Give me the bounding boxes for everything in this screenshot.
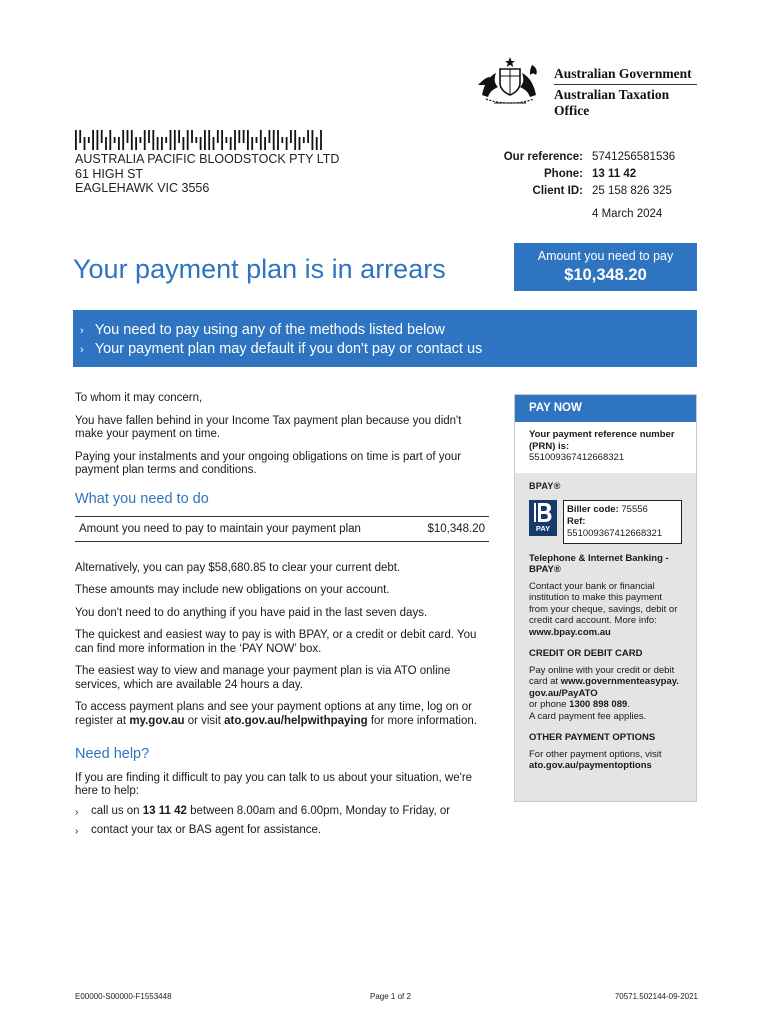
barcode-bar	[165, 137, 167, 143]
amount-due-value: $10,348.20	[564, 266, 647, 284]
access-text-or: or visit	[184, 714, 225, 727]
card-heading: CREDIT OR DEBIT CARD	[529, 648, 643, 659]
tib-more-label: More info:	[614, 615, 657, 626]
barcode-bar	[286, 137, 288, 150]
bpay-logo-text: PAY	[535, 524, 551, 533]
barcode-bar	[88, 137, 90, 143]
banner-item	[80, 340, 697, 359]
address-street: 61 HIGH ST	[75, 166, 144, 181]
coat-of-arms-icon	[474, 55, 544, 107]
card-phone-text: or phone	[529, 699, 570, 710]
prn-label: Your payment reference number (PRN) is:	[529, 429, 675, 452]
paragraph-difficult: If you are finding it difficult to pay you can talk to us about your situation, we're here to help:	[75, 771, 473, 797]
barcode-bar	[204, 130, 206, 150]
barcode-bar	[79, 130, 81, 143]
barcode-bar	[118, 137, 120, 150]
barcode-bar	[140, 137, 142, 143]
barcode-bar	[114, 137, 116, 143]
barcode-bar	[152, 130, 154, 150]
tib-body-text: Contact your bank or financial institution to make this payment from your cheque, savings, debit or credit card account.	[529, 580, 678, 626]
barcode-bar	[191, 130, 193, 143]
list-item	[75, 824, 489, 838]
barcode-bar	[183, 137, 185, 150]
amount-table-value: $10,348.20	[427, 523, 485, 535]
barcode-bar	[281, 137, 283, 143]
barcode-bar	[226, 137, 228, 143]
biller-box	[563, 500, 682, 544]
barcode-bar	[320, 130, 322, 150]
chevron-right-icon: ›	[80, 344, 84, 356]
barcode-bar	[75, 130, 77, 150]
barcode-bar	[217, 130, 219, 143]
greeting: To whom it may concern,	[75, 392, 203, 404]
barcode-bar	[260, 130, 262, 150]
barcode-bar	[307, 130, 309, 143]
reference-block	[480, 149, 675, 223]
client-id-label: Client ID:	[532, 185, 583, 197]
banner-item-text: Your payment plan may default if you don't pay or contact us	[94, 341, 483, 357]
barcode-bar	[221, 130, 223, 150]
help-phone: 13 11 42	[142, 804, 187, 817]
paragraph-quickest-way: The quickest and easiest way to pay is with BPAY, or a credit or debit card. You can find more information in the ‘PAY NOW’ box.	[75, 629, 477, 655]
bpay-row	[529, 500, 682, 544]
barcode-bar	[294, 130, 296, 150]
barcode-bar	[135, 137, 137, 150]
help-agent-text: contact your tax or BAS agent for assistance.	[91, 824, 322, 836]
barcode-bar	[122, 130, 124, 150]
other-body-text: For other payment options, visit	[529, 748, 662, 760]
chevron-right-icon: ›	[80, 325, 84, 337]
easypay-link[interactable]: www.governmenteasypay.gov.au/PayATO	[529, 676, 679, 699]
barcode-bar	[92, 130, 94, 150]
alert-banner	[73, 310, 697, 367]
mygov-link[interactable]: my.gov.au	[129, 714, 185, 727]
gov-line2: Australian Taxation Office	[554, 87, 670, 118]
barcode-bar	[303, 137, 305, 143]
address-suburb: EAGLEHAWK VIC 3556	[75, 181, 210, 195]
page-title: Your payment plan is in arrears	[73, 254, 446, 284]
paymentoptions-link[interactable]: ato.gov.au/paymentoptions	[529, 760, 652, 771]
barcode-bar	[238, 130, 240, 143]
barcode-bar	[256, 137, 258, 143]
chevron-right-icon: ›	[75, 826, 79, 837]
client-id-value: 25 158 826 325	[592, 185, 672, 197]
barcode-bar	[101, 130, 103, 143]
form-code: 70571.502144-09-2021	[614, 992, 698, 1001]
paragraph-obligations: Paying your instalments and your ongoing obligations on time is part of your payment plan terms and conditions.	[75, 450, 462, 476]
barcode-bar	[234, 130, 236, 150]
paragraph-access-plans	[75, 701, 489, 728]
postal-barcode	[75, 130, 325, 150]
our-reference-label: Our reference:	[503, 151, 583, 163]
barcode-bar	[299, 137, 301, 150]
helpwithpaying-link[interactable]: ato.gov.au/helpwithpaying	[224, 714, 368, 727]
barcode-bar	[127, 130, 129, 143]
recipient-address	[75, 152, 339, 196]
barcode-bar	[187, 130, 189, 150]
our-reference-value: 5741256581536	[592, 151, 676, 163]
card-fee-note: A card payment fee applies.	[529, 710, 647, 722]
barcode-bar	[157, 137, 159, 150]
paragraph-new-obligations: These amounts may include new obligations on your account.	[75, 584, 390, 596]
barcode-bar	[312, 130, 314, 150]
barcode-bar	[230, 137, 232, 150]
bpay-link[interactable]: www.bpay.com.au	[529, 626, 611, 638]
barcode-bar	[277, 130, 279, 150]
biller-code-value: 75556	[621, 503, 648, 515]
barcode-bar	[105, 137, 107, 150]
page-number: Page 1 of 2	[370, 992, 411, 1001]
barcode-bar	[316, 137, 318, 150]
amount-table-label: Amount you need to pay to maintain your payment plan	[79, 523, 361, 535]
barcode-bar	[170, 130, 172, 150]
help-hours-text: between 8.00am and 6.00pm, Monday to Friday, or	[186, 804, 451, 817]
agency-name	[554, 66, 704, 119]
barcode-bar	[195, 137, 197, 143]
banner-item	[80, 321, 697, 340]
document-code: E00000-S00000-F1553448	[75, 992, 172, 1001]
barcode-bar	[208, 130, 210, 150]
gov-line1: Australian Government	[554, 66, 692, 81]
bpay-logo-icon	[529, 500, 557, 536]
paragraph-behind: You have fallen behind in your Income Tax payment plan because you didn't make your payment on time.	[75, 414, 462, 440]
barcode-bar	[273, 130, 275, 150]
amount-due-box	[514, 243, 697, 291]
barcode-bar	[264, 137, 266, 150]
barcode-bar	[178, 130, 180, 143]
chevron-right-icon: ›	[75, 806, 79, 818]
biller-code-label: Biller code:	[567, 503, 619, 515]
barcode-bar	[251, 137, 253, 150]
barcode-bar	[97, 130, 99, 150]
help-list	[75, 805, 489, 838]
tib-body	[529, 581, 682, 639]
prn-value: 551009367412668321	[529, 452, 625, 463]
barcode-bar	[247, 130, 249, 150]
card-body	[529, 665, 682, 723]
logo-divider	[554, 84, 697, 85]
access-text-end: for more information.	[367, 714, 477, 727]
tib-heading: Telephone & Internet Banking - BPAY®	[529, 552, 669, 575]
barcode-bar	[269, 130, 271, 143]
card-phone: 1300 898 089	[569, 699, 628, 710]
barcode-bar	[200, 137, 202, 150]
barcode-bar	[144, 130, 146, 150]
barcode-bar	[84, 137, 86, 150]
ref-value: 551009367412668321	[567, 527, 663, 539]
card-body-text: Pay online with your credit or debit card at	[529, 664, 675, 687]
access-text: To access payment plans and see your payment options at any time, log on or register at	[75, 701, 472, 727]
paragraph-alternative: Alternatively, you can pay $58,680.85 to clear your current debt.	[75, 561, 401, 574]
barcode-bar	[161, 137, 163, 150]
help-call-text: call us on	[91, 804, 143, 817]
heading-need-help: Need help?	[75, 746, 150, 762]
list-item	[75, 805, 489, 819]
barcode-bar	[148, 130, 150, 143]
amount-due-label: Amount you need to pay	[537, 249, 674, 263]
pay-now-heading: PAY NOW	[515, 395, 696, 422]
barcode-bar	[243, 130, 245, 143]
paragraph-online-services: The easiest way to view and manage your payment plan is via ATO online services, which are available 24 hours a day.	[75, 665, 451, 691]
pay-now-panel	[514, 394, 697, 802]
other-heading: OTHER PAYMENT OPTIONS	[529, 732, 656, 743]
barcode-bar	[213, 137, 215, 150]
barcode-bar	[109, 130, 111, 150]
prn-block	[515, 422, 696, 473]
letter-date: 4 March 2024	[592, 208, 663, 220]
paragraph-seven-days: You don't need to do anything if you have paid in the last seven days.	[75, 606, 428, 619]
barcode-bar	[174, 130, 176, 150]
phone-value: 13 11 42	[592, 168, 637, 180]
letter-body	[75, 392, 489, 844]
barcode-bar	[290, 130, 292, 143]
ato-logo	[474, 55, 704, 118]
banner-item-text: You need to pay using any of the methods listed below	[94, 322, 445, 338]
card-phone-end: .	[627, 699, 630, 710]
heading-what-to-do: What you need to do	[75, 490, 209, 507]
ref-label: Ref:	[567, 515, 586, 527]
bpay-title: BPAY®	[529, 481, 561, 491]
barcode-bar	[131, 130, 133, 150]
phone-label: Phone:	[544, 168, 583, 180]
other-body	[529, 749, 682, 772]
amount-table	[75, 516, 489, 542]
address-name: AUSTRALIA PACIFIC BLOODSTOCK PTY LTD	[75, 152, 340, 166]
